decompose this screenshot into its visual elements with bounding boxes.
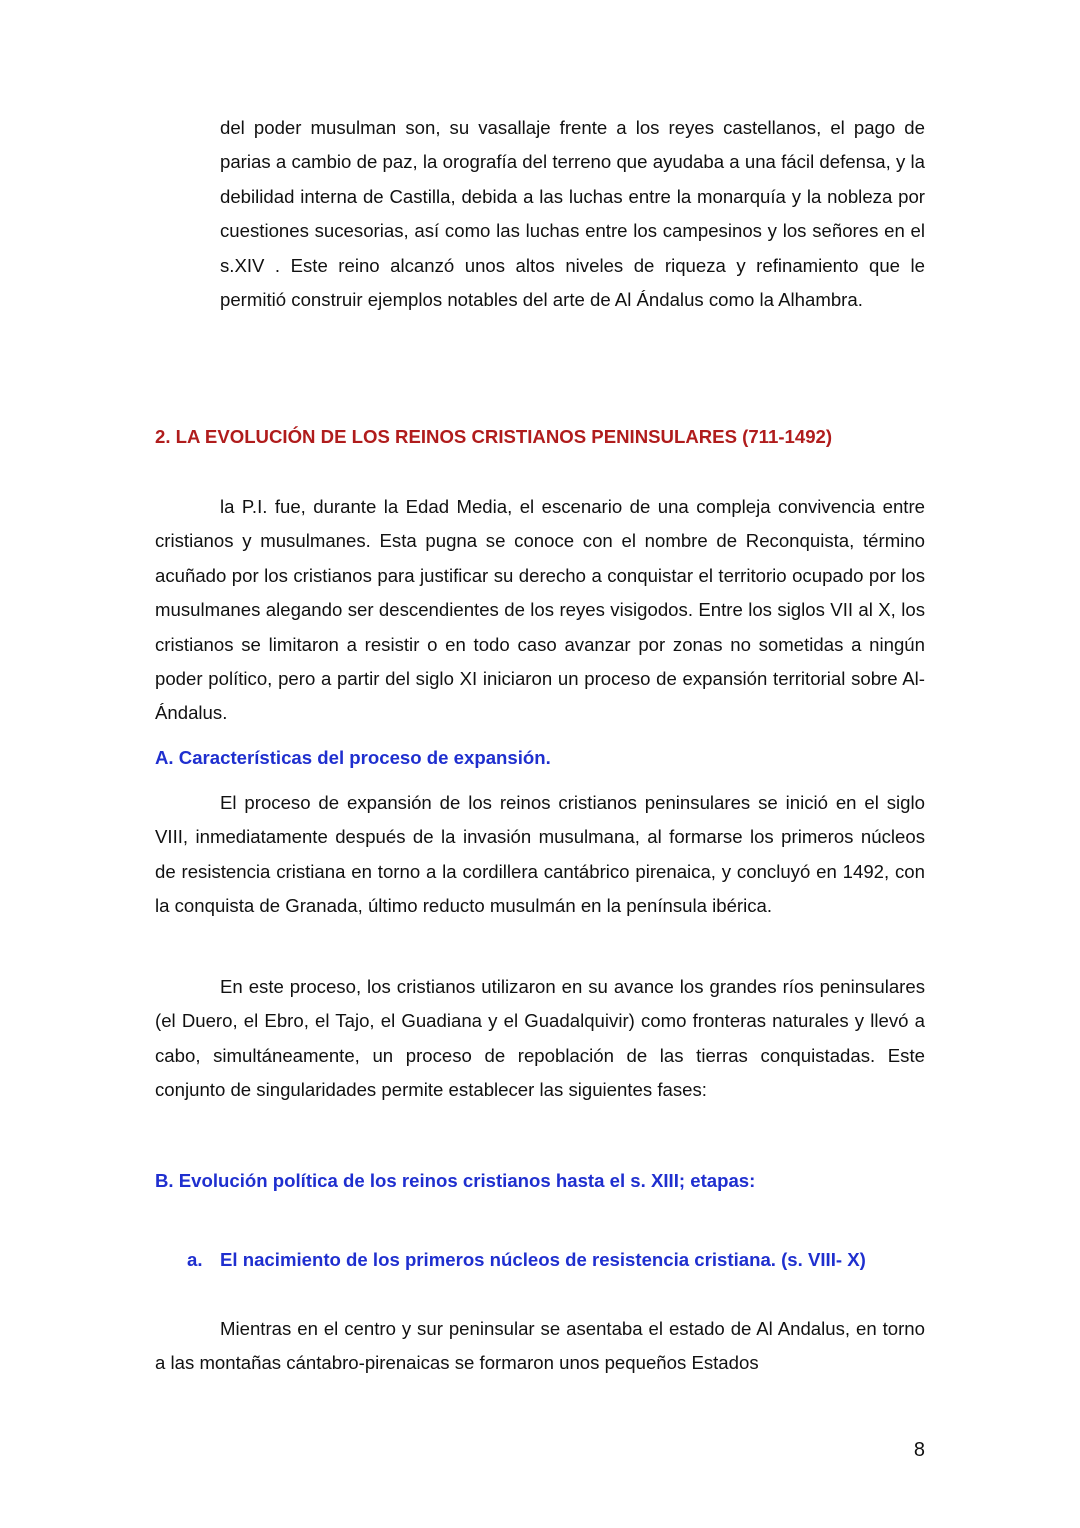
subsection-a-heading xyxy=(187,1248,866,1272)
section-a-heading: A. Características del proceso de expansión. xyxy=(155,747,551,768)
intro-paragraph: del poder musulman son, su vasallaje frente a los reyes castellanos, el pago de parias a cambio de paz, la orografía del terreno que ayudaba a una fácil defensa, y la debilidad interna de Castilla, debida a las luchas entre la monarquía y la nobleza por cuestiones sucesorias, así como las luchas entre los campesinos y los señores en el s.XIV . Este reino alcanzó unos altos niveles de riqueza y refinamiento que le permitió construir ejemplos notables del arte de Al Ándalus como la Alhambra. xyxy=(220,117,925,311)
section-2-heading: 2. LA EVOLUCIÓN DE LOS REINOS CRISTIANOS PENINSULARES (711-1492) xyxy=(155,426,833,447)
section-a-paragraph-2: En este proceso, los cristianos utilizaron en su avance los grandes ríos peninsulares (el Duero, el Ebro, el Tajo, el Guadiana y el Guadalquivir) como fronteras naturales y llevó a cabo, simultáneamente, un proceso de repoblación de las tierras conquistadas. Este conjunto de singularidades permite establecer las siguientes fases: xyxy=(155,976,925,1101)
section-a-paragraph-1: El proceso de expansión de los reinos cristianos peninsulares se inició en el siglo VIII, inmediatamente después de la invasión musulmana, al formarse los primeros núcleos de resistencia cristiana en torno a la cordillera cantábrico pirenaica, y concluyó en 1492, con la conquista de Granada, último reducto musulmán en la península ibérica. xyxy=(155,792,925,917)
section-2-paragraph: la P.I. fue, durante la Edad Media, el escenario de una compleja convivencia entre cristianos y musulmanes. Esta pugna se conoce con el nombre de Reconquista, término acuñado por los cristianos para justificar su derecho a conquistar el territorio ocupado por los musulmanes alegando ser descendientes de los reyes visigodos. Entre los siglos VII al X, los cristianos se limitaron a resistir o en todo caso avanzar por zonas no sometidas a ningún poder político, pero a partir del siglo XI iniciaron un proceso de expansión territorial sobre Al-Ándalus. xyxy=(155,496,925,724)
page-number: 8 xyxy=(913,1439,925,1461)
section-b-heading: B. Evolución política de los reinos cristianos hasta el s. XIII; etapas: xyxy=(155,1170,756,1191)
subsection-a-marker: a. xyxy=(187,1249,203,1270)
subsection-a-title: El nacimiento de los primeros núcleos de resistencia cristiana. (s. VIII- X) xyxy=(220,1249,866,1270)
subsection-a-paragraph: Mientras en el centro y sur peninsular se asentaba el estado de Al Andalus, en torno a las montañas cántabro-pirenaicas se formaron unos pequeños Estados xyxy=(155,1318,925,1374)
